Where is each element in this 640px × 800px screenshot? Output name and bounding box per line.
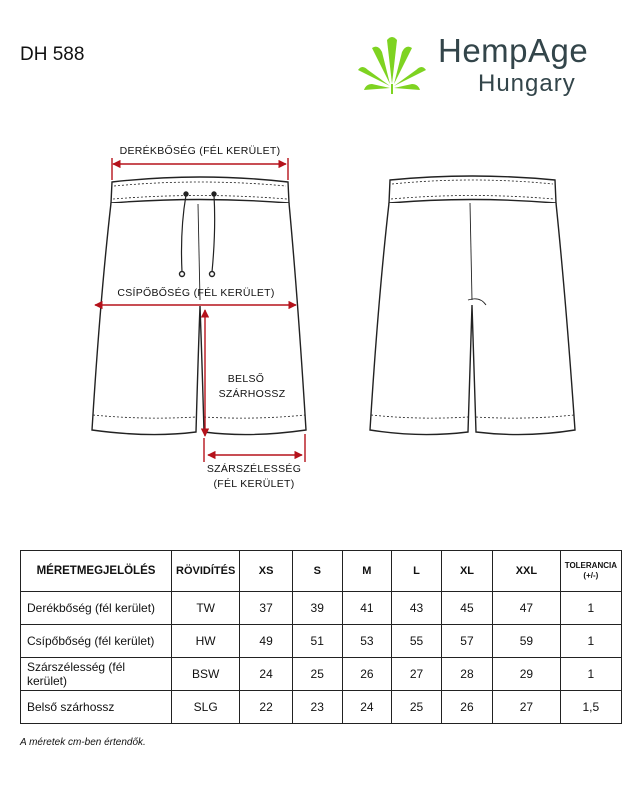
header-xs: XS [240,551,293,592]
cell-xxl: 59 [493,625,561,658]
product-code: DH 588 [20,44,85,65]
row-abbr: SLG [172,691,240,724]
row-abbr: TW [172,592,240,625]
cell-m: 26 [342,658,392,691]
leg-width-label-line2: (FÉL KERÜLET) [213,478,295,490]
header-abbreviation: RÖVIDÍTÉS [172,551,240,592]
cell-s: 25 [292,658,342,691]
hip-label: CSÍPŐBŐSÉG (FÉL KERÜLET) [117,287,275,299]
cell-xl: 26 [441,691,492,724]
leg-width-label-line1: SZÁRSZÉLESSÉG [206,463,302,475]
header-tolerance-line1: TOLERANCIA [564,561,617,570]
header-tolerance-line2: (+/-) [583,571,599,580]
row-abbr: BSW [172,658,240,691]
cell-s: 39 [292,592,342,625]
cell-l: 55 [392,625,442,658]
shorts-back-view [370,176,575,435]
cell-m: 24 [342,691,392,724]
cell-l: 25 [392,691,442,724]
cell-xs: 37 [240,592,293,625]
header-tolerance [560,551,621,592]
cell-xl: 57 [441,625,492,658]
table-row [21,625,622,658]
units-note: A méretek cm-ben értendők. [20,737,146,748]
cell-tolerance: 1 [560,625,621,658]
brand-name: HempAge [438,32,589,69]
cell-m: 41 [342,592,392,625]
row-name: Szárszélesség (fél kerület) [21,658,172,691]
row-name: Belső szárhossz [21,691,172,724]
header-size-name: MÉRETMEGJELÖLÉS [21,551,172,592]
table-row [21,592,622,625]
cell-l: 27 [392,658,442,691]
size-table [20,550,622,724]
size-table-header [21,551,622,592]
cell-m: 53 [342,625,392,658]
header-s: S [292,551,342,592]
cell-xxl: 29 [493,658,561,691]
cell-xxl: 27 [493,691,561,724]
cell-tolerance: 1 [560,658,621,691]
cell-xl: 45 [441,592,492,625]
cell-xl: 28 [441,658,492,691]
cell-tolerance: 1 [560,592,621,625]
header-xl: XL [441,551,492,592]
brand-subtitle: Hungary [478,70,576,97]
row-name: Csípőbőség (fél kerület) [21,625,172,658]
header-l: L [392,551,442,592]
cell-s: 23 [292,691,342,724]
cell-xxl: 47 [493,592,561,625]
cell-xs: 24 [240,658,293,691]
row-name: Derékbőség (fél kerület) [21,592,172,625]
inseam-label-line2: SZÁRHOSSZ [218,388,286,400]
row-abbr: HW [172,625,240,658]
cell-tolerance: 1,5 [560,691,621,724]
waist-label: DERÉKBŐSÉG (FÉL KERÜLET) [119,145,281,157]
header-xxl: XXL [493,551,561,592]
cell-l: 43 [392,592,442,625]
cell-xs: 22 [240,691,293,724]
cell-s: 51 [292,625,342,658]
cell-xs: 49 [240,625,293,658]
header-m: M [342,551,392,592]
inseam-label-line1: BELSŐ [227,373,265,385]
table-row [21,691,622,724]
table-row [21,658,622,691]
